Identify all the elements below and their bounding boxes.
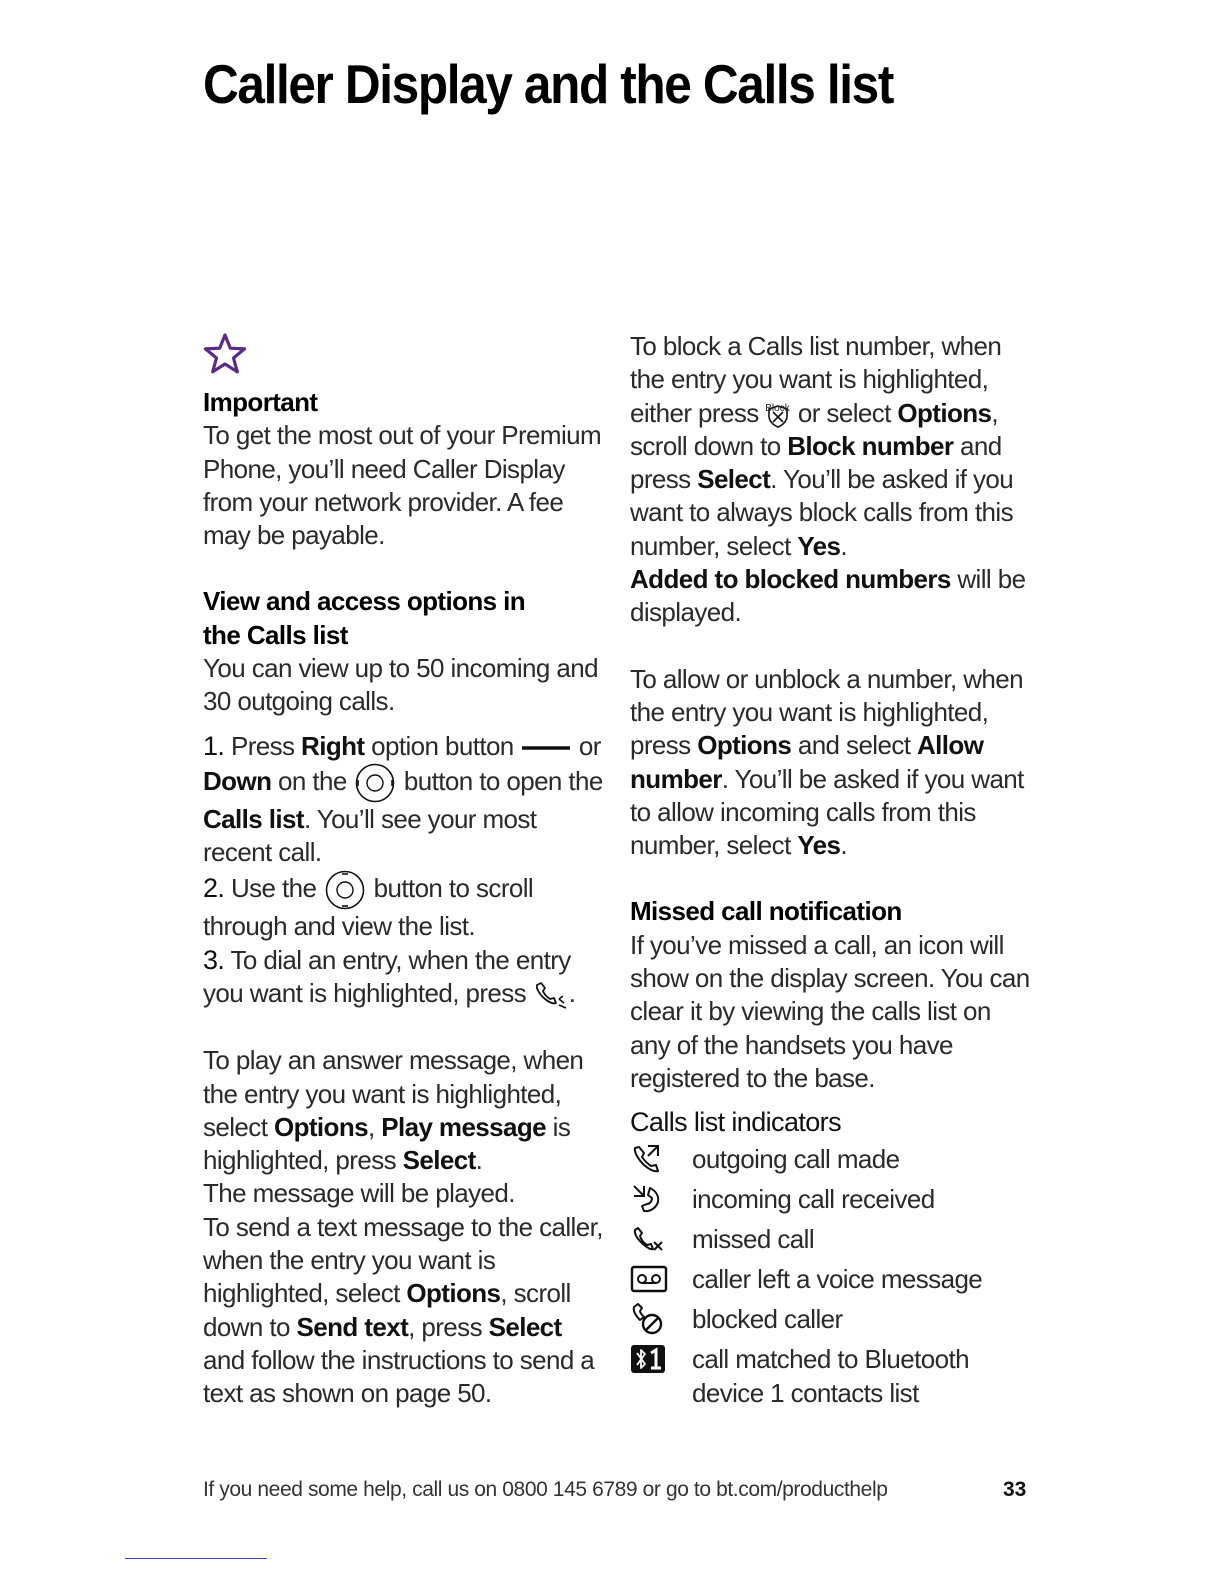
important-text: To get the most out of your Premium Phone, you’ll need Caller Display from your network provider. A fee may be payable. [203,420,602,551]
list-item: missed call [630,1219,1030,1259]
help-footer: If you need some help, call us on 0800 145 6789 or go to bt.com/producthelp [203,1478,888,1501]
missed-call-icon [630,1222,664,1256]
blocked-caller-icon [630,1301,666,1337]
footer-divider [125,1558,267,1559]
page-title: Caller Display and the Calls list [203,53,893,115]
block-button-icon: Block [765,401,791,429]
block-paragraph: To block a Calls list number, when the entry you want is highlighted, either press Block or select Options, scroll down to Block number and press Select. You’ll be asked if you want to always block calls from this number, select Yes. [630,331,1014,561]
page-number: 33 [1003,1478,1027,1501]
call-button-icon [533,979,569,1011]
list-item: call matched to Bluetooth device 1 contacts list [630,1339,1030,1410]
send-text-paragraph: To send a text message to the caller, when the entry you want is highlighted, select Options, scroll down to Send text, press Select and follow the instructions to send a text as shown on page 50. [203,1211,603,1409]
indicators-heading: Calls list indicators [630,1107,841,1138]
missed-call-heading: Missed call notification [630,896,902,927]
important-heading: Important [203,387,318,417]
played-text: The message will be played. [203,1178,515,1209]
play-message-text: To play an answer message, when the entry you want is highlighted, select Options, Play message is highlighted, press Select. [203,1045,584,1176]
incoming-call-icon [630,1182,664,1216]
view-heading: View and access options in the Calls list [203,586,526,650]
left-column [203,330,603,1411]
outgoing-call-icon [630,1142,664,1176]
missed-call-text: If you’ve missed a call, an icon will show on the display screen. You can clear it by viewing the calls list on any of the handsets you have registered to the base. [630,929,1030,1093]
right-column [630,330,1030,1410]
nav-button-icon [353,763,397,803]
star-icon [203,332,247,376]
step-2: 2. Use the button to scroll through and view the list. [203,870,603,943]
list-item: caller left a voice message [630,1259,1030,1299]
bluetooth-device-1-icon [630,1343,666,1375]
list-item: incoming call received [630,1179,1030,1219]
list-item: blocked caller [630,1299,1030,1339]
added-blocked-text: Added to blocked numbers will be displayed. [630,564,1026,628]
option-button-icon [520,743,572,753]
nav-button-icon [323,870,367,910]
view-intro: You can view up to 50 incoming and 30 outgoing calls. [203,653,598,717]
step-1: 1. Press Right option button or Down on the button to open the Calls list. You’ll see your most recent call. [203,730,603,868]
step-3: 3. To dial an entry, when the entry you want is highlighted, press . [203,943,603,1011]
allow-paragraph: To allow or unblock a number, when the entry you want is highlighted, press Options and select Allow number. You’ll be asked if you want to allow incoming calls from this number, select Yes. [630,663,1024,861]
voicemail-icon [630,1264,668,1294]
indicator-list [630,1139,1030,1410]
list-item: outgoing call made [630,1139,1030,1179]
